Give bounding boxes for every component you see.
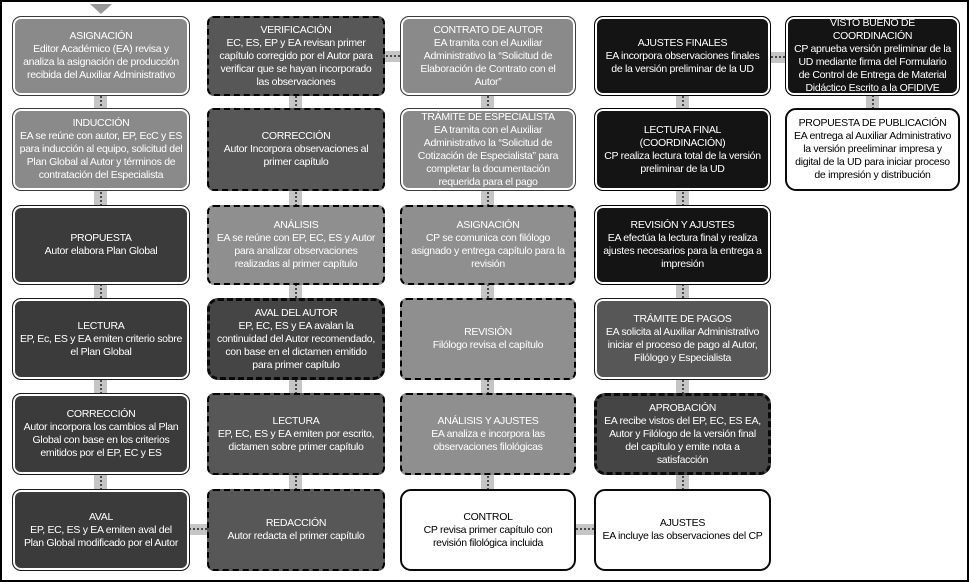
box-title: REVISIÓN: [464, 326, 512, 338]
box-body: EA analiza e incorpora las observaciones filológicas: [431, 427, 545, 453]
flow-box: [594, 205, 771, 285]
flow-box: [594, 489, 771, 571]
flow-box: [207, 298, 385, 380]
flow-box: [400, 16, 576, 96]
flow-box: [400, 298, 576, 380]
box-body: Editor Académico (EA) revisa y analiza la asignación de producción recibida del Auxiliar Administrativo: [23, 43, 179, 81]
box-body: EP, EC, ES y EA emiten aval del Plan Global modificado por el Autor: [23, 523, 179, 549]
box-title: AVAL DEL AUTOR: [254, 306, 338, 319]
box-title: VISTO BUENO DE COORDINACIÓN: [830, 17, 915, 42]
box-title: CONTRATO DE AUTOR: [433, 23, 543, 36]
box-title: CORRECCIÓN: [66, 408, 136, 420]
box-body: EA entrega al Auxiliar Administrativo la versión preeliminar impresa y digital de la UD para iniciar proceso de impresión y distribución: [794, 130, 951, 181]
box-body: EP, EC, ES y EA avalan la continuidad del Autor recomendado, con base en el dictamen emitido para primer capítulo: [217, 319, 375, 371]
box-title: TRÁMITE DE PAGOS: [633, 313, 732, 325]
flow-box: [12, 298, 190, 380]
box-body: EA solicita al Auxiliar Administrativo iniciar el proceso de pago al Autor, Filólogo y Especialista: [605, 326, 760, 364]
box-body: CP se comunica con filólogo asignado y entrega capítulo para la revisión: [411, 232, 565, 270]
box-body: EP, EC, ES y EA emiten por escrito, dictamen sobre primer capítulo: [217, 427, 375, 453]
box-title: REVISIÓN Y AJUSTES: [630, 219, 735, 231]
box-title: AJUSTES FINALES: [637, 36, 728, 49]
box-title: TRÁMITE DE ESPECIALISTA: [421, 110, 555, 123]
box-body: EA tramita con el Auxiliar Administrativo la “Solicitud de Cotización de Especialista” para completar la documentación requerida para el pago: [417, 123, 559, 188]
box-title: CORRECCIÓN: [261, 130, 331, 142]
flow-box: [207, 393, 385, 475]
box-title: ANÁLISIS Y AJUSTES: [437, 414, 539, 427]
flow-start-arrow-icon: [90, 4, 112, 14]
box-body: EA recibe vistos del EP, EC, ES EA, Autor y Filólogo de la versión final del capítulo y emite nota a satisfacción: [604, 414, 761, 466]
box-title: APROBACIÓN: [648, 401, 716, 414]
flow-box: [207, 205, 385, 285]
box-body: Autor redacta el primer capítulo: [227, 530, 365, 542]
flow-box: [400, 205, 576, 285]
box-title: CONTROL: [463, 510, 513, 523]
box-title: REDACCIÓN: [265, 517, 327, 529]
box-body: Autor Incorpora observaciones al primer capítulo: [223, 143, 369, 168]
flow-box: [594, 298, 771, 380]
box-body: EA se reúne con EP, EC, ES y Autor para analizar observaciones realizadas al primer capítulo: [216, 232, 376, 270]
box-body: EA efectúa la lectura final y realiza ajustes necesarios para la entrega a impresión: [603, 232, 762, 270]
box-title: LECTURA FINAL (COORDINACIÓN): [639, 123, 726, 149]
flow-box: [400, 393, 576, 475]
box-body: EA incorpora observaciones finales de la versión preliminar de la UD: [605, 49, 760, 75]
flow-box: [594, 108, 771, 191]
box-body: EP, Ec, ES y EA emiten criterio sobre el Plan Global: [19, 332, 183, 358]
box-body: Filólogo revisa el capítulo: [432, 339, 544, 351]
box-body: CP revisa primer capítulo con revisión filológica incluida: [423, 523, 553, 549]
flow-box: [12, 108, 190, 191]
flow-box: [207, 108, 385, 191]
flow-box: [12, 16, 190, 96]
flow-box: [785, 108, 960, 191]
box-title: PROPUESTA DE PUBLICACIÓN: [798, 117, 947, 129]
box-body: Autor elabora Plan Global: [44, 245, 158, 257]
flow-box: [207, 489, 385, 571]
box-body: EA tramita con el Auxiliar Administrativo la “Solicitud de Elaboración de Contrato con el Autor”: [420, 36, 556, 88]
box-body: EA se reúne con autor, EP, EcC y ES para inducción al equipo, solicitud del Plan Global al Autor y términos de contratación del Especialista: [19, 130, 183, 181]
box-body: CP realiza lectura total de la versión preliminar de la UD: [604, 149, 761, 175]
box-title: ASIGNACIÓN: [69, 30, 133, 42]
flow-box: [12, 489, 190, 571]
flow-box: [12, 205, 190, 285]
flow-box: [400, 489, 576, 571]
box-body: EC, ES, EP y EA revisan primer capítulo corregido por el Autor para verificar que se hayan incorporado las observaciones: [219, 36, 373, 88]
box-title: ASIGNACIÓN: [456, 219, 520, 231]
flow-box: [594, 16, 771, 96]
flow-box: [12, 393, 190, 475]
box-title: PROPUESTA: [70, 232, 132, 244]
box-title: LECTURA: [272, 414, 320, 427]
flow-box: [594, 393, 771, 475]
flow-box: [400, 108, 576, 191]
flow-box: [207, 16, 385, 96]
box-body: Autor incorpora los cambios al Plan Global con base en los criterios emitidos por el EP, EC y ES: [23, 421, 179, 459]
box-title: LECTURA: [77, 319, 125, 332]
box-title: ANÁLISIS: [273, 219, 319, 231]
box-title: INDUCCIÓN: [72, 117, 130, 129]
box-body: EA incluye las observaciones del CP: [602, 530, 763, 542]
box-title: AJUSTES: [659, 517, 706, 529]
box-title: VERIFICACIÓN: [260, 23, 332, 36]
box-body: CP aprueba versión preliminar de la UD mediante firma del Formulario de Control de Entrega de Material Didáctico Escrito a la OFIDIVE: [794, 43, 951, 94]
flow-box: [785, 16, 960, 96]
box-title: AVAL: [88, 510, 114, 523]
